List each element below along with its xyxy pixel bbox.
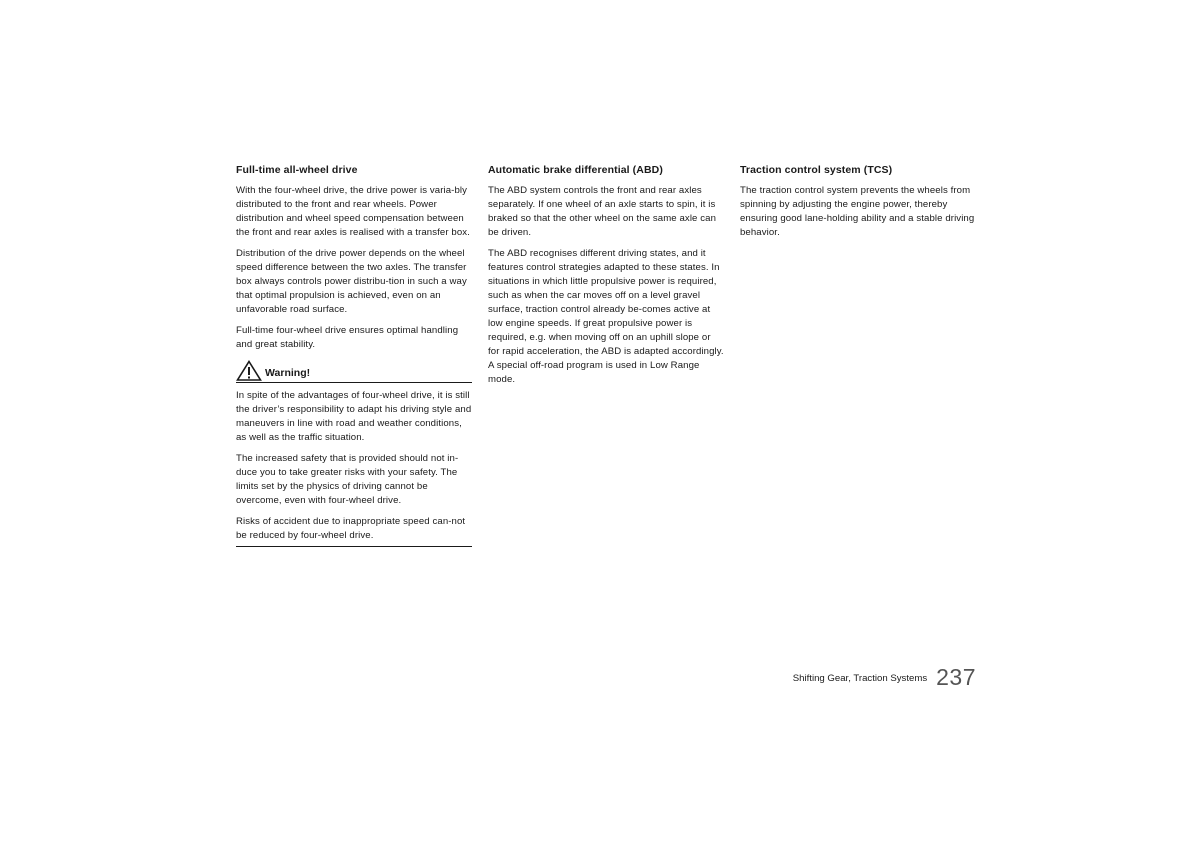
- warning-paragraph: The increased safety that is provided should not in-duce you to take greater risks with your safety. The limits set by the physics of driving cannot be overcome, even with four-wheel drive.: [236, 453, 459, 506]
- paragraph: Full-time four-wheel drive ensures optimal handling and great stability.: [236, 325, 459, 350]
- column-tcs: [740, 163, 976, 247]
- warning-end-rule: [236, 546, 472, 547]
- section-heading: Traction control system (TCS): [740, 164, 893, 176]
- paragraph: Distribution of the drive power depends on the wheel speed difference between the two axles. The transfer box always controls power distribu-tion in such a way that optimal propulsion is achieved, even on an unfavorable road surface.: [236, 248, 467, 315]
- warning-triangle-icon: [236, 360, 262, 381]
- paragraph: A special off-road program is used in Low Range mode.: [488, 360, 700, 385]
- column-all-wheel-drive: [236, 163, 472, 547]
- warning-title: Warning!: [265, 367, 311, 379]
- section-heading: Full-time all-wheel drive: [236, 164, 358, 176]
- paragraph: The ABD recognises different driving states, and it features control strategies adapted to these states. In situations in which little propulsive power is required, such as when the car moves off on a level gravel surface, traction control already be-comes active at low engine speeds. If great propulsive power is required, e.g. when moving off on an uphill slope or for rapid acceleration, the ABD is adapted accordingly.: [488, 248, 724, 357]
- paragraph: The traction control system prevents the wheels from spinning by adjusting the engine power, thereby ensuring good lane-holding ability and a stable driving behavior.: [740, 185, 975, 238]
- warning-paragraph: In spite of the advantages of four-wheel drive, it is still the driver’s responsibility to adapt his driving style and maneuvers in line with road and weather conditions, as well as the traffic situation.: [236, 390, 472, 443]
- column-abd: [488, 163, 724, 394]
- warning-paragraph: Risks of accident due to inappropriate speed can-not be reduced by four-wheel drive.: [236, 516, 466, 541]
- warning-header: [236, 359, 472, 383]
- paragraph: The ABD system controls the front and rear axles separately. If one wheel of an axle starts to spin, it is braked so that the other wheel on the same axle can be driven.: [488, 185, 717, 238]
- footer-section-title: Shifting Gear, Traction Systems: [792, 673, 928, 684]
- page-number: 237: [936, 664, 976, 690]
- warning-box: [236, 359, 472, 547]
- page-footer: [740, 660, 976, 690]
- section-heading: Automatic brake differential (ABD): [488, 164, 663, 176]
- paragraph: With the four-wheel drive, the drive power is varia-bly distributed to the front and rear wheels. Power distribution and wheel speed compensation between the front and rear axles is realised with a transfer box.: [236, 185, 470, 238]
